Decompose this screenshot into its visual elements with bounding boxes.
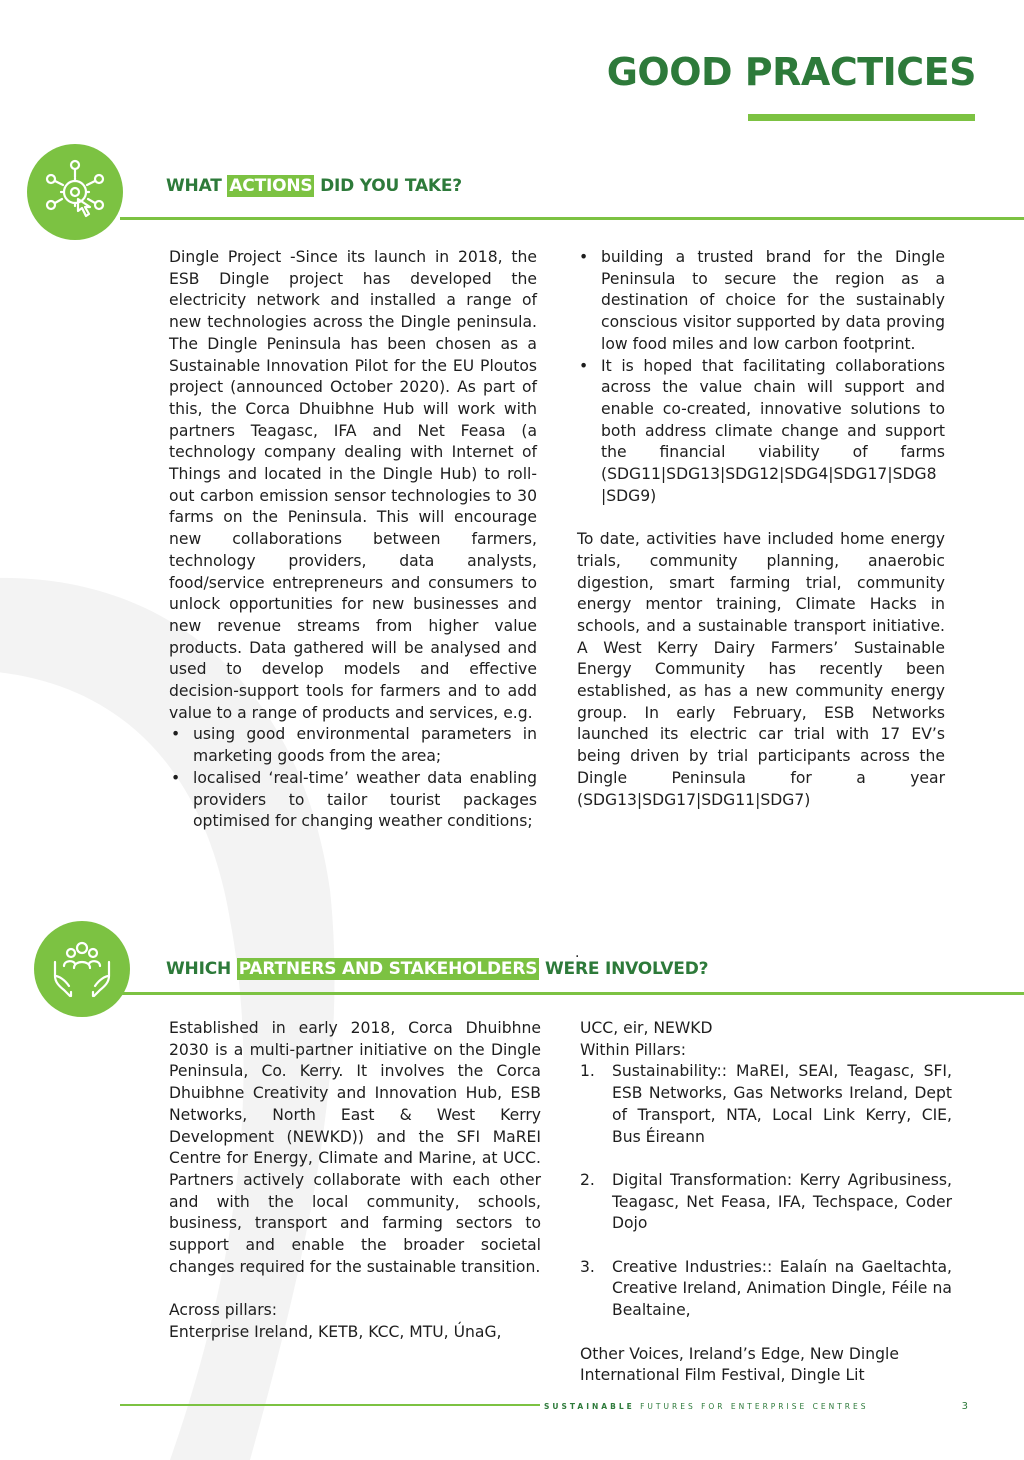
section2-heading	[166, 959, 708, 979]
network-settings-icon	[42, 159, 108, 225]
spacer	[580, 1148, 952, 1170]
title-underline	[748, 114, 975, 121]
section1-right-column	[577, 247, 945, 811]
other-partners: Other Voices, Ireland’s Edge, New Dingle International Film Festival, Dingle Lit	[580, 1344, 899, 1385]
list-item: • localised ‘real-time’ weather data enabling providers to tailor tourist packages optimised for changing weather conditions;	[169, 768, 537, 833]
section1-heading-pre: WHAT	[166, 176, 228, 196]
section1-intro: Dingle Project -Since its launch in 2018, the ESB Dingle project has developed the electricity network and installed a range of new technologies across the Dingle peninsula. The Dingle Peninsula has been chosen as a Sustainable Innovation Pilot for the EU Ploutos project (announced October 2020). As part of this, the Corca Dhuibhne Hub will work with partners Teagasc, IFA and Net Feasa (a technology company dealing with Internet of Things and located in the Dingle Hub) to roll-out carbon emission sensor technologies to 30 farms on the Peninsula. This will encourage new collaborations between farmers, technology providers, data analysts, food/service entrepreneurs and consumers to unlock opportunities for new businesses and new revenue streams from higher value products. Data gathered will be analysed and used to develop models and effective decision-support tools for farmers and to add value to a range of products and services, e.g.	[169, 248, 537, 722]
section2-icon-badge	[34, 921, 130, 1017]
footer-brand-bold: SUSTAINABLE	[544, 1402, 635, 1411]
page-title: GOOD PRACTICES	[606, 50, 976, 94]
list-item	[580, 1170, 952, 1235]
pillar-text: Creative Industries:: Ealaín na Gaeltachta, Creative Ireland, Animation Dingle, Féile na Bealtaine,	[612, 1257, 952, 1320]
section2-divider	[120, 992, 1024, 995]
section1-heading-post: DID YOU TAKE?	[314, 176, 462, 196]
hands-community-icon	[49, 936, 115, 1002]
section2-left-column	[169, 1018, 541, 1344]
pillars-list	[580, 1061, 952, 1321]
list-item: • building a trusted brand for the Dingle Peninsula to secure the region as a destination of choice for the sustainably conscious visitor supported by data proving low food miles and low carbon footprint.	[577, 247, 945, 356]
section1-heading	[166, 176, 462, 196]
pillar-number: 3.	[580, 1257, 595, 1276]
within-pillars-label: Within Pillars:	[580, 1040, 686, 1059]
section1-heading-highlight: ACTIONS	[229, 176, 313, 196]
list-item: • using good environmental parameters in marketing goods from the area;	[169, 724, 537, 767]
pillar-text: Digital Transformation: Kerry Agribusiness, Teagasc, Net Feasa, IFA, Techspace, Coder Dojo	[612, 1170, 952, 1233]
partners-line-1: UCC, eir, NEWKD	[580, 1019, 713, 1037]
footer-brand	[544, 1402, 869, 1411]
section1-activities-paragraph: To date, activities have included home energy trials, community planning, anaerobic digestion, smart farming trial, community energy mentor training, Climate Hacks in schools, and a sustainable transport initiative. A West Kerry Dairy Farmers’ Sustainable Energy Community has recently been established, as has a new community energy group. In early February, ESB Networks launched its electric car trial with 17 EV’s being driven by trial participants across the Dingle Peninsula for a year (SDG13|SDG17|SDG11|SDG7)	[577, 530, 945, 809]
across-pillars-label: Across pillars:	[169, 1301, 278, 1320]
pillar-text: Sustainability:: MaREI, SEAI, Teagasc, SFI, ESB Networks, Gas Networks Ireland, Dept of Transport, NTA, Local Link Kerry, CIE, Bus Éireann	[612, 1062, 952, 1146]
stray-mark: .	[575, 945, 580, 961]
section2-right-column	[580, 1018, 952, 1387]
list-item: • It is hoped that facilitating collaborations across the value chain will support and enable co-created, innovative solutions to both address climate change and support the financial viability of farms (SDG11|SDG13|SDG12|SDG4|SDG17|SDG8 |SDG9)	[577, 356, 945, 508]
pillar-number: 1.	[580, 1062, 595, 1081]
section2-heading-highlight: PARTNERS AND STAKEHOLDERS	[238, 959, 538, 979]
footer-brand-rest: FUTURES FOR ENTERPRISE CENTRES	[634, 1402, 869, 1411]
section1-divider	[120, 217, 1024, 220]
across-pillars-list: Enterprise Ireland, KETB, KCC, MTU, ÚnaG,	[169, 1322, 502, 1341]
section2-paragraph: Established in early 2018, Corca Dhuibhne 2030 is a multi-partner initiative on the Dingle Peninsula, Co. Kerry. It involves the Corca Dhuibhne Creativity and Innovation Hub, ESB Networks, North East & West Kerry Development (NEWKD)) and the SFI MaREI Centre for Energy, Climate and Marine, at UCC. Partners actively collaborate with each other and with the local community, schools, business, transport and farming sectors to support and enable the broader societal changes required for the sustainable transition.	[169, 1019, 541, 1276]
page-number: 3	[961, 1401, 968, 1412]
footer-rule	[120, 1404, 540, 1406]
pillar-number: 2.	[580, 1170, 595, 1189]
section1-left-bullets	[169, 724, 537, 833]
section2-heading-pre: WHICH	[166, 959, 237, 979]
section2-heading-post: WERE INVOLVED?	[539, 959, 709, 979]
spacer	[580, 1235, 952, 1257]
section1-right-bullets	[577, 247, 945, 507]
section1-icon-badge	[27, 144, 123, 240]
list-item	[580, 1257, 952, 1322]
list-item	[580, 1061, 952, 1148]
section1-left-column	[169, 247, 537, 833]
